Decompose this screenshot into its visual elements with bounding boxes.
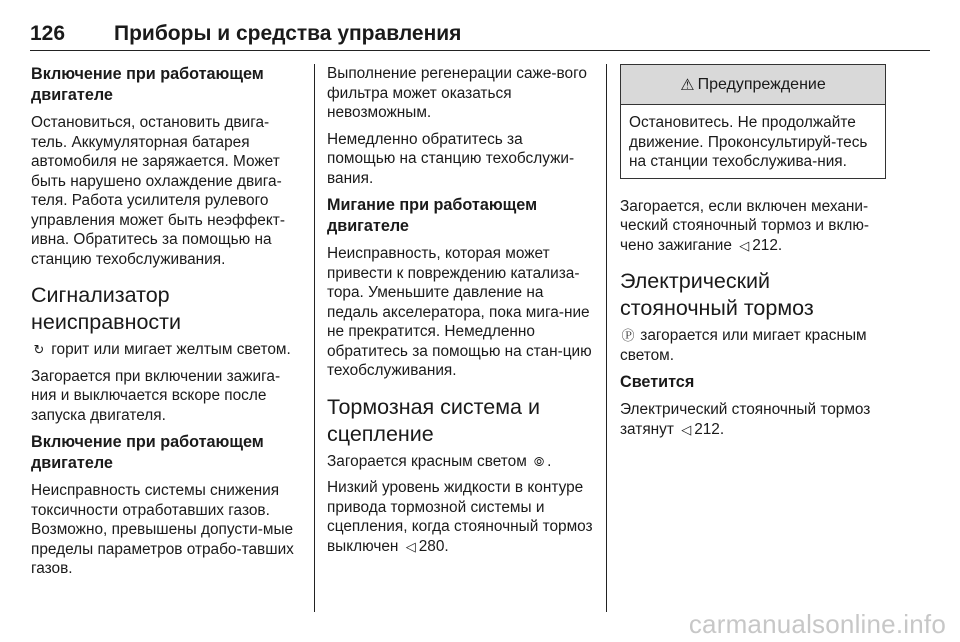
section-heading: Светится <box>620 373 695 391</box>
column-1 <box>31 64 301 586</box>
section-heading: Включение при работающем двигателе <box>31 433 264 472</box>
page-number: 126 <box>30 22 66 45</box>
page-reference-icon: ◁ <box>681 421 692 437</box>
section-title: Тормозная система и сцепление <box>327 394 540 446</box>
warning-triangle-icon: ⚠ <box>680 76 695 94</box>
paragraph-text: Низкий уровень жидкости в контуре привода тормозной системы и сцепления, когда стояночный тормоз выключен <box>327 479 593 555</box>
paragraph-text: Электрический стояночный тормоз затянут <box>620 401 871 438</box>
brake-warning-icon: ⦾ <box>533 453 545 469</box>
paragraph: Загорается при включении зажига-ния и выключается вскоре после запуска двигателя. <box>31 367 281 424</box>
paragraph: Неисправность системы снижения токсичности отработавших газов. Возможно, превышены допусти-мые пределы параметров отрабо-тавших газов. <box>31 482 294 577</box>
paragraph-text: горит или мигает желтым светом. <box>51 341 291 358</box>
column-2 <box>327 64 593 563</box>
column-divider-1 <box>314 64 315 612</box>
header-divider <box>30 50 930 51</box>
page-reference-icon: ◁ <box>739 237 750 253</box>
section-heading: Включение при работающем двигателе <box>31 65 264 104</box>
parking-brake-icon: Ⓟ <box>621 328 635 343</box>
page-reference[interactable]: 280. <box>418 537 449 555</box>
chapter-title: Приборы и средства управления <box>114 22 462 45</box>
paragraph <box>620 326 888 365</box>
paragraph <box>327 478 593 556</box>
column-divider-2 <box>606 64 607 612</box>
watermark: carmanualsonline.info <box>688 609 946 639</box>
section-heading: Мигание при работающем двигателе <box>327 196 538 235</box>
paragraph <box>327 452 593 472</box>
page-header <box>30 14 930 54</box>
page-reference-icon: ◁ <box>405 538 416 554</box>
paragraph: Неисправность, которая может привести к повреждению катализа-тора. Уменьшите давление на педаль акселератора, пока мига-ние не прекратится. Немедленно обратитесь за помощью на стан-цию техобслуживания. <box>327 245 592 379</box>
punctuation: . <box>547 452 552 470</box>
paragraph <box>620 400 888 439</box>
warning-title: Предупреждение <box>697 75 826 93</box>
warning-header <box>621 65 885 105</box>
paragraph-text: Загорается, если включен механи-ческий стояночный тормоз и вклю-чено зажигание <box>620 197 870 254</box>
warning-box <box>620 64 886 179</box>
paragraph <box>620 197 888 256</box>
page-reference[interactable]: 212. <box>694 420 725 438</box>
column-3 <box>620 64 888 446</box>
page-reference[interactable]: 212. <box>752 236 783 254</box>
paragraph <box>31 340 301 360</box>
paragraph: Немедленно обратитесь за помощью на станцию техобслужи-вания. <box>327 130 575 187</box>
section-title: Сигнализатор неисправности <box>31 283 182 334</box>
paragraph-text: загорается или мигает красным светом. <box>620 327 867 364</box>
warning-body <box>621 105 885 178</box>
paragraph: Выполнение регенерации саже-вого фильтра может оказаться невозможным. <box>327 65 587 121</box>
check-engine-icon: ↻ <box>33 342 45 357</box>
paragraph-text: Загорается красным светом <box>327 452 527 470</box>
warning-text: Остановитесь. Не продолжайте движение. Проконсультируй-тесь на станции техобслужива-ния. <box>629 114 868 170</box>
paragraph: Остановиться, остановить двига-тель. Аккумуляторная батарея автомобиля не заряжается. Может быть нарушено охлаждение двига-теля. Работа усилителя рулевого управления может быть неэффект-ивна. Обратитесь за помощью на станцию техобслуживания. <box>31 114 285 268</box>
section-title: Электрический стояночный тормоз <box>620 269 814 320</box>
